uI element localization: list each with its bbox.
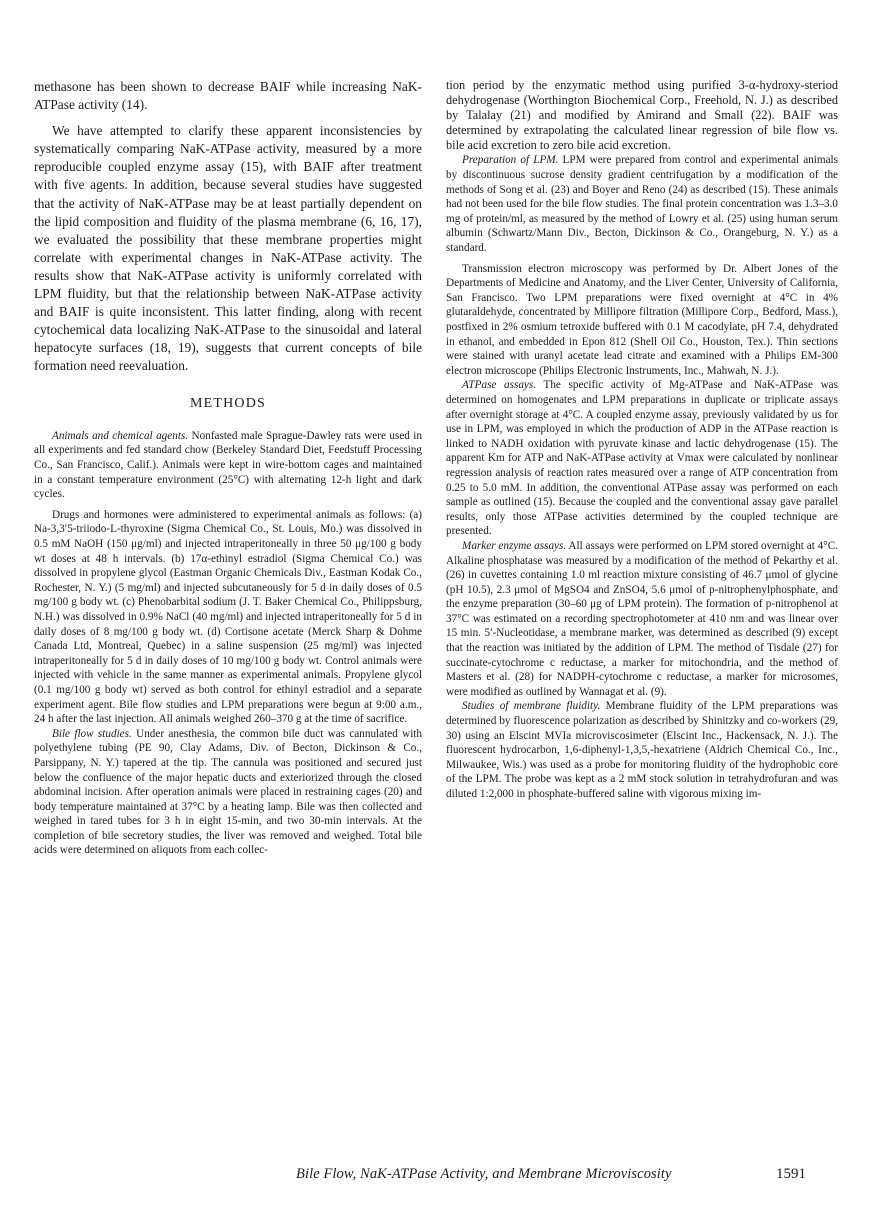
lpm-paragraph [446,153,838,255]
animals-runin: Animals and chemical agents. [52,429,189,442]
bile-flow-continued: tion period by the enzymatic method using purified 3-α-hydroxy-steriod dehydrogenase (Worthington Biochemical Corp., Freehold, N. J.) as described by Talalay (21) and modified by Amirand and Small (22). BAIF was determined by extrapolating the calculated linear regression of bile flow vs. bile acid excretion to zero bile acid excretion. [446,78,838,153]
atpase-runin: ATPase assays. [462,379,537,392]
atpase-paragraph [446,378,838,539]
intro-paragraph-2: We have attempted to clarify these apparent inconsistencies by systematically comparing NaK-ATPase activity, measured by a more reproducible coupled enzyme assay (15), with BAIF after treatment with five agents. In addition, because several studies have suggested that the activity of NaK-ATPase may be at least partially dependent on the lipid composition and fluidity of the plasma membrane (6, 16, 17), we evaluated the possibility that these membrane properties might correlate with experimental changes in NaK-ATPase activity. The results show that NaK-ATPase activity is uniformly correlated with LPM fluidity, but that the relationship between NaK-ATPase activity and BAIF is quite inconsistent. This latter finding, along with recent cytochemical data localizing NaK-ATPase to the sinusoidal and lateral hepatocyte surfaces (18, 19), suggests that current concepts of bile formation need reevaluation. [34,123,422,374]
page-number: 1591 [776,1166,806,1182]
bile-flow-runin: Bile flow studies. [52,727,132,740]
methods-heading: METHODS [189,395,267,411]
marker-runin: Marker enzyme assays. [462,539,567,552]
lpm-text: LPM were prepared from control and experimental animals by discontinuous sucrose density gradient centrifugation by a modification of the methods of Song et al. (23) and Boyer and Reno (24) as described (15). These animals had not been used for the bile flow studies. The final protein concentration was 1.3–3.0 mg of protein/ml, as measured by the method of Lowry et al. (25) using human serum albumin (Schwartz/Mann Div., Becton, Dickinson & Co., Orangeburg, N. Y.) as a standard. [446,154,838,255]
left-column [34,78,422,858]
tem-paragraph: Transmission electron microscopy was performed by Dr. Albert Jones of the Departments of Medicine and Anatomy, and the Liver Center, University of California, San Francisco. Two LPM preparations were fixed overnight at 4°C in 4% glutaraldehyde, concentrated by Millipore filtration (Millipore Corp., Bedford, Mass.), postfixed in 2% osmium tetroxide buffered with 0.1 M cacodylate, pH 7.4, dehydrated in ethanol, and embedded in Epon 812 (Shell Oil Co., Houston, Tex.). Thin sections were stained with uranyl acetate lead citrate and examined with a Philips EM-300 electron microscope (Philips Electronic Instruments, Inc., Mahwah, N. J.). [446,262,838,377]
animals-text: Nonfasted male Sprague-Dawley rats were used in all experiments and fed standard chow (Berkeley Standard Diet, Feedstuff Processing Co., San Francisco, Calif.). Animals were kept in wire-bottom cages and maintained in a constant temperature environment (25°C) with alternating 12-h light and dark cycles. [34,429,422,501]
bile-flow-paragraph [34,727,422,858]
intro-paragraph-1: methasone has been shown to decrease BAIF while increasing NaK-ATPase activity (14). [34,79,422,113]
fluidity-text: Membrane fluidity of the LPM preparations was determined by fluorescence polarization as described by Shinitzky and co-workers (29, 30) using an Elscint MVIa microviscosimeter (Elscint Inc., Hackensack, N. J.). The fluorescent hydrocarbon, 1,6-diphenyl-1,3,5,-hexatriene (Aldrich Chemical Co., Inc., Milwaukee, Wis.) was used as a probe for monitoring fluidity of the hydrophobic core of the LPM. The probe was kept as a 2 mM stock solution in tetrahydrofuran and was diluted 1:2,000 in phosphate-buffered saline with vigorous mixing im- [446,700,838,800]
marker-paragraph [446,539,838,700]
page-footer [0,1166,890,1190]
animals-paragraph [34,429,422,502]
lpm-runin: Preparation of LPM. [462,154,559,167]
drugs-paragraph: Drugs and hormones were administered to experimental animals as follows: (a) Na-3,3′5-triiodo-L-thyroxine (Sigma Chemical Co., St. Louis, Mo.) was dissolved in 0.5 mM NaOH (150 μg/ml) and injected intraperitoneally in three 50 μg/100 g body wt doses at 48 h intervals. (b) 17α-ethinyl estradiol (Sigma Chemical Co.) was dissolved in propylene glycol (Eastman Organic Chemicals Div., Eastman Kodak Co., Rochester, N. Y.) (5 mg/ml) and injected subcutaneously for 5 d in daily doses of 0.5 mg/100 g body wt. (c) Phenobarbital sodium (J. T. Baker Chemical Co., Philippsburg, N.H.) was dissolved in 0.9% NaCl (40 mg/ml) and injected intraperitoneally for 5 d in daily doses of 8 mg/100 g body wt. (d) Cortisone acetate (Merck Sharp & Dohme Canada Ltd, Montreal, Quebec) in a saline suspension (25 mg/ml) was injected intraperitoneally for 5 d in daily doses of 10 mg/100 g body wt. Control animals were injected with vehicle in the same manner as experimental animals. Propylene glycol (0.1 mg/100 g body wt) served as both control for ethinyl estradiol and a separate experiment agent. Bile flow studies and LPM preparations were begun at 9:00 a.m., 24 h after the last injection. All animals weighed 260–370 g at the time of sacrifice. [34,508,422,726]
right-column [446,78,838,802]
running-title: Bile Flow, NaK-ATPase Activity, and Membrane Microviscosity [296,1166,672,1182]
bile-flow-text: Under anesthesia, the common bile duct was cannulated with polyethylene tubing (PE 90, Clay Adams, Div. of Becton, Dickinson & Co., Parsippany, N. Y.) tapered at the tip. The cannula was positioned and secured just below the confluence of the major hepatic ducts and exteriorized through the closed abdominal incision. After operation animals were placed in restraining cages (20) and body temperature maintained at 37°C by a heating lamp. Bile was then collected and weighed in tared tubes for 3 h in eight 15-min, and two 30-min intervals. At the completion of bile secretory studies, the liver was removed and weighed. Total bile acids were determined on aliquots from each collec- [34,727,423,857]
marker-text: All assays were performed on LPM stored overnight at 4°C. Alkaline phosphatase was measured by a modification of the method of Pekarthy et al. (26) in cuvettes containing 1.0 ml reaction mixture consisting of 46.7 μmol of glycine (pH 10.5), 2.3 μmol of MgSO4 and ZnSO4, 5.6 μmol of p-nitrophenylphosphate, and the enzyme preparation (30–60 μg of LPM protein). The formation of p-nitrophenol at 37°C was estimated on a recording spectrophotometer at 410 nm and was linear over 15 min. 5′-Nucleotidase, a membrane marker, was determined as described (9) except that the reaction was initiated by the addition of LPM. The method of Tisdale (27) for succinate-cytochrome c reductase, a marker for mitochondria, and the method of Masters et al. (28) for NADPH-cytochrome c reductase, a marker for microsomes, were modified as outlined by Wannagat et al. (9). [446,539,838,698]
fluidity-paragraph [446,699,838,801]
atpase-text: The specific activity of Mg-ATPase and NaK-ATPase was determined on homogenates and LPM preparations in duplicate or triplicate assays after overnight storage at 4°C. A coupled enzyme assay, previously validated by us for use in LPM, was employed in which the production of ADP in the ATPase reaction is linked to NADH oxidation with pyruvate kinase and lactic dehydrogenase (15). The apparent Km for ATP and NaK-ATPase activity at Vmax were calculated by nonlinear regression analysis of reaction rates measured over a range of ATP concentration from 0.25 to 5.0 mM. In addition, the conventional ATPase assay was performed on each sample as outlined (15). Because the coupled and the conventional assay gave parallel results, only those ATPase activities determined by the coupled technique are presented. [446,379,839,538]
fluidity-runin: Studies of membrane fluidity. [462,700,601,713]
